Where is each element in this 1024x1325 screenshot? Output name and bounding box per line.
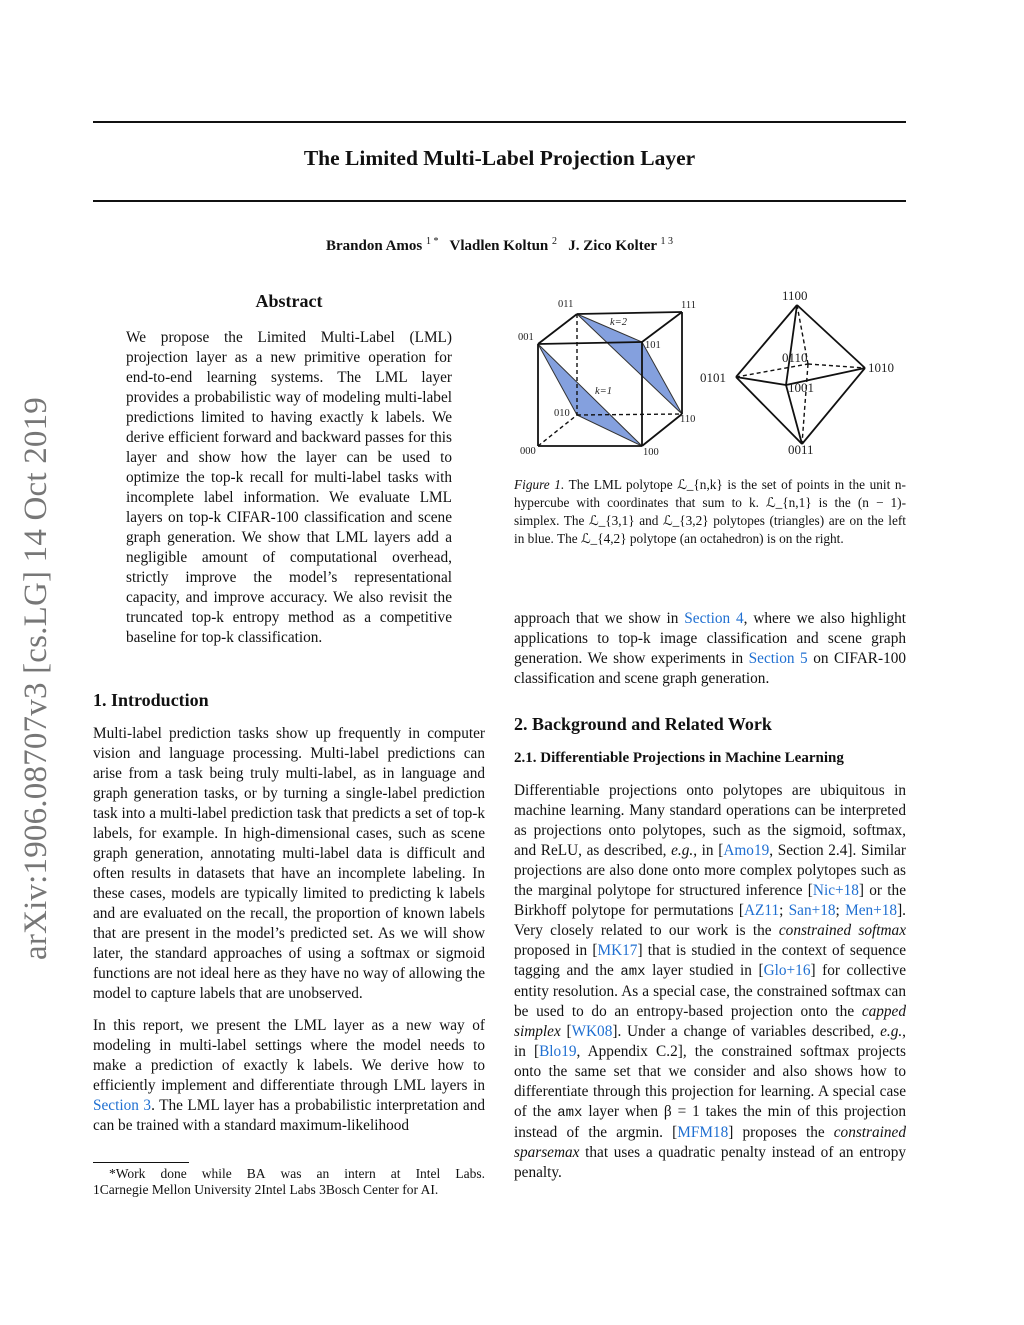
lml-polytope-figure xyxy=(510,282,910,464)
vertex-label: 0011 xyxy=(788,442,814,457)
footnote-affiliations: 1Carnegie Mellon University 2Intel Labs 3Bosch Center for AI. xyxy=(93,1182,439,1197)
octahedron-hidden-edges xyxy=(736,305,865,444)
citation-link[interactable]: Nic+18 xyxy=(812,882,859,899)
introduction-text xyxy=(93,724,485,1148)
section-5-link[interactable]: Section 5 xyxy=(748,650,808,667)
vertex-label: 110 xyxy=(680,414,696,425)
section-3-link[interactable]: Section 3 xyxy=(93,1097,152,1114)
citation-link[interactable]: AZ11 xyxy=(743,902,780,919)
citation-link[interactable]: WK08 xyxy=(571,1023,613,1040)
caption-label: Figure 1. xyxy=(514,477,565,492)
vertex-label: 001 xyxy=(518,332,534,343)
citation-link[interactable]: MK17 xyxy=(597,942,638,959)
intro-paragraph-2: In this report, we present the LML layer as a new way of modeling in multi-label settings where the model needs to make a prediction of exactly k labels. We derive how to efficiently implement and differentiate through LML layers in Section 3. The LML layer has a probabilistic interpretation and can be trained with a standard maximum-likelihood xyxy=(93,1017,485,1134)
background-text: Differentiable projections onto polytopes are ubiquitous in machine learning. Many standard operations can be interpreted as projections onto polytopes, such as the sigmoid, softmax, and ReLU, as described, e.g., in [Amo19, Section 2.4]. Similar projections are also done onto more complex polytopes such as the marginal polytope for structured inference [Nic+18] or the Birkhoff polytope for permutations [AZ11; San+18; Men+18]. Very closely related to our work is the constrained softmax proposed in [MK17] that is studied in the context of sequence tagging and the amx layer studied in [Glo+16] for collective entity resolution. As a special case, the constrained softmax can be used to do an entropy-based projection onto the capped simplex [WK08]. Under a change of variables described, e.g., in [Blo19, Appendix C.2], the constrained softmax projects onto the same set that we consider and also shows how to differentiate through this projection for learning. A special case of the amx layer when β = 1 takes the min of this projection instead of the argmin. [MFM18] proposes the constrained sparsemax that uses a quadratic penalty instead of an entropy penalty. xyxy=(514,782,907,1181)
intro-paragraph-1: Multi-label prediction tasks show up frequently in computer vision and language processing. Multi-label predictions can arise from a task being truly multi-label, as in language and graph generation tasks, or by turning a single-label prediction task into a multi-label prediction task that predicts a set of top-k labels, for example. In high-dimensional cases, such as scene graph generation, annotating multi-label data is difficult and often results in datasets that have an incomplete labeling. In these cases, models are typically limited to predicting k labels and are evaluated on the recall, the proportion of known labels that are present in the model’s predicted set. As we will show later, the standard approaches of using a softmax or sigmoid functions are not ideal here as they have no way of allowing the model to capture labels that are unobserved. xyxy=(93,725,485,1002)
vertex-label: 100 xyxy=(643,447,659,458)
vertex-label: 101 xyxy=(645,340,661,351)
caption-text: The LML polytope ℒ_{n,k} is the set of points in the unit n-hypercube with coordinates that sum to k. ℒ_{n,1} is the (n − 1)-simplex. The ℒ_{3,1} and ℒ_{3,2} polytopes (triangles) are on the left in blue. The ℒ_{4,2} polytope (an octahedron) is on the right. xyxy=(514,477,906,546)
author-name: Vladlen Koltun xyxy=(449,238,549,254)
vertex-label: 011 xyxy=(558,299,574,310)
author-affiliation: 1 * xyxy=(426,236,439,247)
citation-link[interactable]: Blo19 xyxy=(539,1043,577,1060)
subsection-heading: 2.1. Differentiable Projections in Machine Learning xyxy=(514,750,844,766)
citation-link[interactable]: San+18 xyxy=(788,902,836,919)
vertex-label: 1010 xyxy=(868,360,894,375)
top-rule xyxy=(93,121,906,123)
vertex-label: 1001 xyxy=(788,380,814,395)
citation-link[interactable]: Men+18 xyxy=(845,902,898,919)
footnotes xyxy=(93,1166,485,1198)
abstract-body: We propose the Limited Multi-Label (LML) projection layer as a new primitive operation for end-to-end learning systems. The LML layer provides a probabilistic way of modeling multi-label predictions limited to having exactly k labels. We derive efficient forward and backward passes for this layer and show how the layer can be used to optimize the top-k recall for multi-label tasks with incomplete label information. We evaluate LML layers on top-k CIFAR-100 classification and scene graph generation. We show that LML layers add a negligible amount of computational overhead, strictly improve the model’s representational capacity, and improve accuracy. We also revisit the truncated top-k entropy method as a competitive baseline for top-k classification. xyxy=(126,329,452,646)
author-name: J. Zico Kolter xyxy=(568,238,657,254)
title-rule xyxy=(93,200,906,202)
vertex-label: 1100 xyxy=(782,288,808,303)
k2-label: k=2 xyxy=(610,317,627,328)
k1-label: k=1 xyxy=(595,386,612,397)
figure-caption xyxy=(514,476,906,548)
author-affiliation: 2 xyxy=(552,236,558,247)
vertex-label: 0101 xyxy=(700,370,726,385)
section-heading-introduction: 1. Introduction xyxy=(93,690,209,710)
author-list xyxy=(93,236,906,255)
footnote-1: *Work done while BA was an intern at Intel Labs. xyxy=(109,1166,485,1181)
vertex-label: 0110 xyxy=(782,350,808,365)
vertex-label: 111 xyxy=(681,300,696,311)
vertex-label: 000 xyxy=(520,446,536,457)
citation-link[interactable]: MFM18 xyxy=(677,1124,729,1141)
arxiv-identifier[interactable]: arXiv:1906.08707v3 [cs.LG] 14 Oct 2019 xyxy=(18,396,54,960)
section-4-link[interactable]: Section 4 xyxy=(684,610,744,627)
author-affiliation: 1 3 xyxy=(660,236,673,247)
author-name: Brandon Amos xyxy=(325,238,423,254)
vertex-label: 010 xyxy=(554,408,570,419)
intro-continued: approach that we show in Section 4, where we also highlight applications to top-k image classification and scene graph generation. We show experiments in Section 5 on CIFAR-100 classification and scene graph generation. xyxy=(514,610,907,687)
citation-link[interactable]: Amo19 xyxy=(723,842,770,859)
footnote-rule xyxy=(93,1162,189,1163)
figure-1 xyxy=(510,282,910,464)
section-heading-background: 2. Background and Related Work xyxy=(514,714,772,734)
citation-link[interactable]: Glo+16 xyxy=(763,962,811,979)
abstract-heading: Abstract xyxy=(255,291,323,311)
paper-title: The Limited Multi-Label Projection Layer xyxy=(303,146,696,170)
